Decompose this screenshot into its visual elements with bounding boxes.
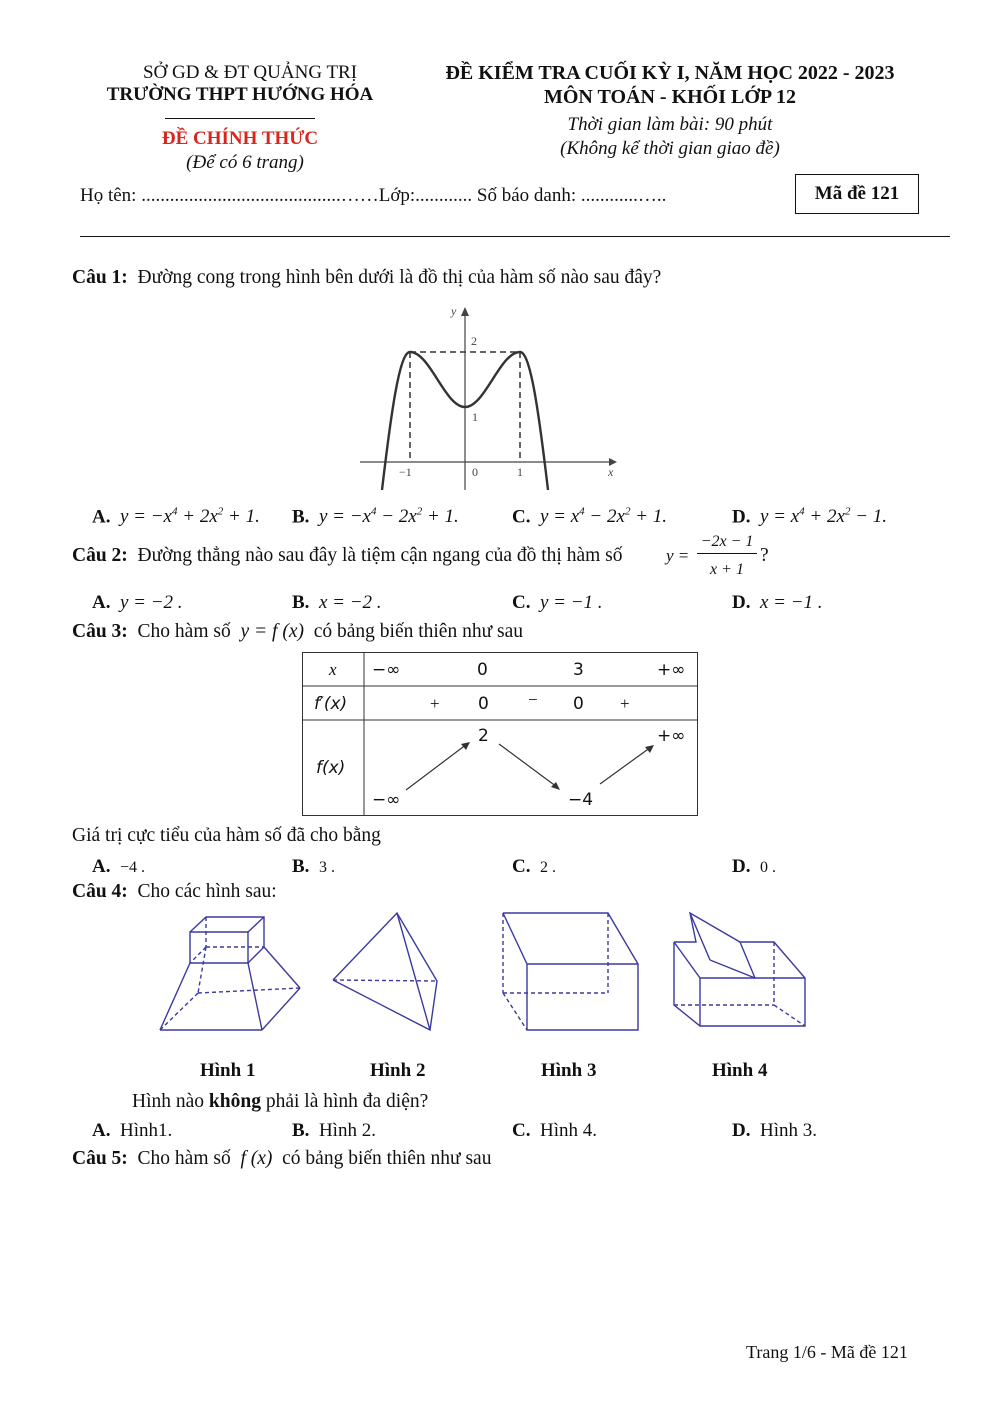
q3-table-x: x bbox=[329, 660, 337, 679]
q3-option-c-value: 2 . bbox=[539, 859, 556, 876]
q1-text: Đường cong trong hình bên dưới là đồ thị của hàm số nào sau đây? bbox=[137, 267, 662, 288]
q4-question-emphasis: không bbox=[208, 1091, 261, 1112]
q2-prompt bbox=[72, 544, 623, 568]
q1-tick-1x: 1 bbox=[517, 465, 523, 479]
q3-table-grid bbox=[302, 652, 698, 816]
q3-text-a: Cho hàm số bbox=[137, 621, 231, 642]
q2-option-b[interactable] bbox=[292, 592, 382, 614]
dept-name: SỞ GD & ĐT QUẢNG TRỊ bbox=[142, 62, 358, 83]
q2-option-c-value: y = −1 . bbox=[539, 592, 603, 613]
q4-option-c[interactable] bbox=[512, 1120, 597, 1142]
q4-text: Cho các hình sau: bbox=[137, 881, 277, 902]
q1-prompt bbox=[72, 266, 661, 290]
fig1-side-1 bbox=[160, 963, 190, 1030]
q3-table-zero1: 0 bbox=[478, 694, 489, 714]
q1-option-c[interactable] bbox=[512, 506, 667, 528]
q2-option-b-letter: B. bbox=[292, 592, 310, 613]
q4-label: Câu 4: bbox=[72, 881, 128, 902]
time-note: (Không kể thời gian giao đề) bbox=[560, 138, 780, 159]
q3-arrow-up1 bbox=[406, 744, 467, 790]
fig2-front-edge bbox=[397, 913, 430, 1030]
fig1-top-front bbox=[190, 932, 248, 963]
q3-option-a-letter: A. bbox=[92, 856, 111, 877]
q1-graph bbox=[355, 295, 625, 495]
page-footer: Trang 1/6 - Mã đề 121 bbox=[746, 1342, 908, 1362]
q1-y-arrow bbox=[461, 307, 469, 316]
q3-option-a-value: −4 . bbox=[119, 859, 146, 876]
q2-option-a[interactable] bbox=[92, 592, 183, 614]
q3-prompt bbox=[72, 620, 523, 644]
q5-text-a: Cho hàm số bbox=[137, 1148, 231, 1169]
q5-label: Câu 5: bbox=[72, 1148, 128, 1169]
q1-y-label: y bbox=[451, 304, 457, 318]
fig1-base-right bbox=[262, 988, 300, 1030]
q3-arrow-down bbox=[499, 744, 557, 787]
q1-option-a-formula: $y = -x^4 + 2x^2 + 1$. bbox=[119, 506, 260, 528]
q3-arrowhead-up1 bbox=[461, 742, 470, 750]
fig1-top-back bbox=[190, 917, 264, 963]
header-rule bbox=[80, 236, 950, 237]
q5-fx: f (x) bbox=[240, 1148, 273, 1169]
q4-question-a: Hình nào bbox=[132, 1091, 205, 1112]
school-name: TRƯỜNG THPT HƯỚNG HÓA bbox=[106, 84, 374, 105]
q4-option-d-value: Hình 3. bbox=[759, 1120, 817, 1141]
q4-option-d-letter: D. bbox=[732, 1120, 751, 1141]
q3-fx: y = f (x) bbox=[240, 621, 304, 642]
fig1-base-hidden-1 bbox=[160, 993, 198, 1030]
figure-2-label: Hình 2 bbox=[370, 1060, 426, 1081]
q4-question bbox=[132, 1090, 428, 1114]
q1-option-d[interactable] bbox=[732, 506, 887, 528]
q4-option-a[interactable] bbox=[92, 1120, 172, 1142]
q1-tick-2: 2 bbox=[471, 334, 477, 348]
q3-table-f: f(x) bbox=[316, 758, 346, 778]
figure-3-label: Hình 3 bbox=[541, 1060, 597, 1081]
q2-qmark: ? bbox=[760, 545, 769, 566]
q5-prompt bbox=[72, 1147, 491, 1171]
q3-table-neginf: −∞ bbox=[372, 660, 401, 680]
q3-variation-table bbox=[302, 652, 698, 816]
q3-table-top2: 2 bbox=[478, 726, 489, 746]
q1-label: Câu 1: bbox=[72, 267, 128, 288]
q3-option-d-value: 0 . bbox=[759, 859, 776, 876]
q1-option-a[interactable] bbox=[92, 506, 260, 528]
q4-option-c-letter: C. bbox=[512, 1120, 531, 1141]
q3-table-3: 3 bbox=[573, 660, 584, 680]
q1-option-c-letter: C. bbox=[512, 506, 531, 528]
q3-option-d[interactable] bbox=[732, 856, 776, 878]
q2-label: Câu 2: bbox=[72, 545, 128, 566]
q1-tick-neg1: −1 bbox=[399, 465, 412, 479]
fig1-side-3 bbox=[264, 947, 300, 988]
q2-option-a-letter: A. bbox=[92, 592, 111, 613]
q5-text-b: có bảng biến thiên như sau bbox=[282, 1148, 492, 1169]
q3-table-fp: f′(x) bbox=[314, 694, 348, 714]
q1-option-c-formula: $y = x^4 - 2x^2 + 1$. bbox=[539, 506, 668, 528]
q4-prompt bbox=[72, 880, 277, 904]
q4-option-b-letter: B. bbox=[292, 1120, 310, 1141]
q3-arrowhead-up2 bbox=[645, 745, 654, 753]
q2-option-d[interactable] bbox=[732, 592, 823, 614]
q1-option-d-formula: $y = x^4 + 2x^2 - 1$. bbox=[759, 506, 888, 528]
q4-option-d[interactable] bbox=[732, 1120, 817, 1142]
q3-table-border bbox=[303, 653, 698, 816]
fig2-outline bbox=[333, 913, 437, 1030]
figure-1-label: Hình 1 bbox=[200, 1060, 256, 1081]
q1-option-a-letter: A. bbox=[92, 506, 111, 528]
subject-title: MÔN TOÁN - KHỐI LỚP 12 bbox=[543, 86, 797, 108]
q4-option-a-letter: A. bbox=[92, 1120, 111, 1141]
q3-table-bot4: −4 bbox=[568, 790, 594, 810]
q2-option-c[interactable] bbox=[512, 592, 603, 614]
q2-numerator: −2x − 1 bbox=[697, 531, 757, 554]
q1-x-label: x bbox=[608, 465, 614, 479]
q2-option-d-value: x = −1 . bbox=[759, 592, 823, 613]
header-divider bbox=[165, 118, 315, 119]
q1-option-d-letter: D. bbox=[732, 506, 751, 528]
q3-arrow-up2 bbox=[600, 747, 651, 784]
exam-code-box: Mã đề 121 bbox=[795, 174, 919, 214]
fig4-plate-1 bbox=[690, 913, 710, 960]
fig1-hidden-3 bbox=[190, 947, 206, 963]
figure-4-solid bbox=[674, 913, 805, 1026]
figure-2-solid bbox=[333, 913, 437, 1030]
figure-1-solid bbox=[160, 917, 300, 1030]
q3-option-b-letter: B. bbox=[292, 856, 310, 877]
fig1-top-edge bbox=[248, 917, 264, 932]
official-label: ĐỀ CHÍNH THỨC bbox=[161, 128, 319, 149]
q2-fx-prefix: y = bbox=[666, 546, 690, 565]
q1-option-b-letter: B. bbox=[292, 506, 310, 528]
q3-table-top-inf: +∞ bbox=[657, 726, 686, 746]
q4-option-c-value: Hình 4. bbox=[539, 1120, 597, 1141]
figure-3-solid bbox=[503, 913, 638, 1030]
fig4-edge-1 bbox=[674, 942, 700, 978]
q1-tick-0: 0 bbox=[472, 465, 478, 479]
q3-table-bot-inf: −∞ bbox=[372, 790, 401, 810]
q3-label: Câu 3: bbox=[72, 621, 128, 642]
fig4-hidden-3 bbox=[774, 1005, 805, 1026]
q3-table-minus: − bbox=[528, 690, 538, 709]
q2-text: Đường thẳng nào sau đây là tiệm cận ngang của đồ thị hàm số bbox=[137, 545, 623, 566]
q4-question-c: phải là hình đa diện? bbox=[265, 1091, 429, 1112]
q3-option-d-letter: D. bbox=[732, 856, 751, 877]
q2-denominator: x + 1 bbox=[710, 561, 744, 578]
figure-4-label: Hình 4 bbox=[712, 1060, 768, 1081]
q3-option-c[interactable] bbox=[512, 856, 556, 878]
q3-table-posinf: +∞ bbox=[657, 660, 686, 680]
q1-option-b[interactable] bbox=[292, 506, 459, 528]
student-info-line: Họ tên: ..........................................……Lớp:............ Số báo danh: ............….. bbox=[80, 185, 667, 206]
q1-tick-1y: 1 bbox=[472, 410, 478, 424]
q3-table-0: 0 bbox=[477, 660, 488, 680]
fig1-side-2 bbox=[248, 963, 262, 1030]
q3-option-a[interactable] bbox=[92, 856, 145, 878]
q4-option-b-value: Hình 2. bbox=[318, 1120, 376, 1141]
q4-figures bbox=[150, 905, 820, 1035]
q2-option-a-value: y = −2 . bbox=[119, 592, 183, 613]
q3-table-zero2: 0 bbox=[573, 694, 584, 714]
exam-title: ĐỀ KIỂM TRA CUỐI KỲ I, NĂM HỌC 2022 - 2023 bbox=[445, 62, 895, 84]
q3-option-b[interactable] bbox=[292, 856, 335, 878]
fig2-hidden bbox=[333, 980, 437, 981]
q3-option-b-value: 3 . bbox=[318, 859, 335, 876]
fig1-base-hidden-2 bbox=[198, 988, 300, 993]
q4-option-a-value: Hình1. bbox=[119, 1120, 173, 1141]
q3-table-plus1: + bbox=[430, 694, 440, 713]
q3-question: Giá trị cực tiểu của hàm số đã cho bằng bbox=[72, 825, 381, 846]
q3-option-c-letter: C. bbox=[512, 856, 531, 877]
q2-option-d-letter: D. bbox=[732, 592, 751, 613]
q2-option-c-letter: C. bbox=[512, 592, 531, 613]
q3-text-b: có bảng biến thiên như sau bbox=[313, 621, 524, 642]
time-limit: Thời gian làm bài: 90 phút bbox=[567, 114, 773, 135]
q2-option-b-value: x = −2 . bbox=[318, 592, 382, 613]
page-count: (Để có 6 trang) bbox=[186, 152, 304, 173]
q4-option-b[interactable] bbox=[292, 1120, 376, 1142]
fig3-outline bbox=[503, 913, 638, 1030]
q3-table-plus2: + bbox=[620, 694, 630, 713]
fig3-hidden-2 bbox=[503, 993, 527, 1030]
q1-option-b-formula: $y = -x^4 - 2x^2 + 1$. bbox=[318, 506, 459, 528]
